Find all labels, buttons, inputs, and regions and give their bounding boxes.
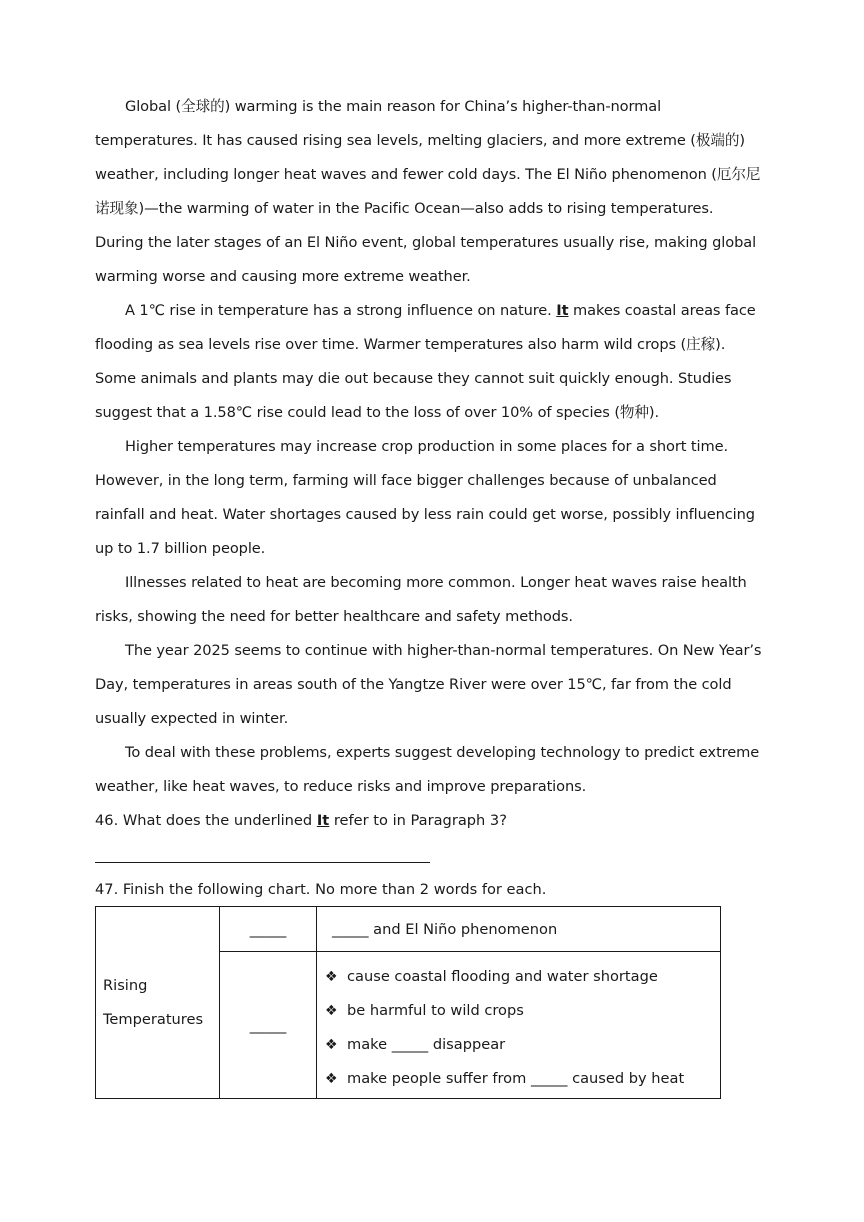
effect-item: [325, 960, 720, 994]
effect-text: be harmful to wild crops: [347, 1002, 524, 1019]
diamond-bullet-icon: ❖: [325, 969, 338, 985]
effect-item: [325, 994, 720, 1028]
effect-item[interactable]: [325, 1062, 720, 1096]
question-46-text-start: 46. What does the underlined: [95, 812, 317, 829]
paragraph-2-text-end: makes coastal areas face flooding as sea levels rise over time. Warmer temperatures also harm wild crops (庄稼). Some animals and plants may die out because they cannot suit quickly enough. Studies suggest that a 1.58℃ rise could lead to the loss of over 10% of species (物种).: [95, 302, 756, 421]
diamond-bullet-icon: ❖: [325, 1071, 338, 1087]
document-body: [95, 90, 765, 907]
chart-label-temperatures: Temperatures: [103, 1010, 204, 1028]
question-47: 47. Finish the following chart. No more than 2 words for each.: [95, 881, 547, 898]
paragraph-2: [95, 294, 765, 430]
effect-text: make _____ disappear: [347, 1036, 506, 1053]
paragraph-2-text-start: A 1℃ rise in temperature has a strong influence on nature.: [125, 302, 557, 319]
effects-list: [317, 954, 720, 1096]
underlined-word-it: It: [556, 302, 569, 319]
diamond-bullet-icon: ❖: [325, 1037, 338, 1053]
chart-causes-cell[interactable]: _____ and El Niño phenomenon: [317, 907, 721, 952]
question-46: [95, 804, 765, 838]
effect-text: cause coastal flooding and water shortage: [347, 968, 658, 985]
answer-line-46[interactable]: [95, 838, 430, 863]
chart-blank-causes[interactable]: _____: [220, 907, 317, 952]
paragraph-5: The year 2025 seems to continue with higher-than-normal temperatures. On New Year’s Day, temperatures in areas south of the Yangtze River were over 15℃, far from the cold usually expected in winter.: [95, 642, 762, 727]
chart-label-rising: Rising: [103, 976, 148, 994]
paragraph-1-text: Global (全球的) warming is the main reason for China’s higher-than-normal temperatures. It has caused rising sea levels, melting glaciers, and more extreme (极端的) weather, including longer heat waves and fewer cold days. The El Niño phenomenon (厄尔尼诺现象)—the warming of water in the Pacific Ocean—also adds to rising temperatures. During the later stages of an El Niño event, global temperatures usually rise, making global warming worse and causing more extreme weather.: [95, 98, 761, 285]
chart-effects-cell: [317, 952, 721, 1099]
paragraph-1: [95, 90, 765, 294]
question-46-underlined-it: It: [316, 812, 330, 829]
chart-blank-effects[interactable]: _____: [220, 952, 317, 1099]
paragraph-6: To deal with these problems, experts suggest developing technology to predict extreme weather, like heat waves, to reduce risks and improve preparations.: [95, 744, 760, 795]
diamond-bullet-icon: ❖: [325, 1003, 338, 1019]
answer-chart: [95, 906, 721, 1099]
question-46-text-end: refer to in Paragraph 3?: [329, 812, 507, 829]
paragraph-4: Illnesses related to heat are becoming more common. Longer heat waves raise health risks, showing the need for better healthcare and safety methods.: [95, 574, 747, 625]
effect-item[interactable]: [325, 1028, 720, 1062]
chart-row-label: [96, 907, 220, 1099]
paragraph-3: Higher temperatures may increase crop production in some places for a short time. However, in the long term, farming will face bigger challenges because of unbalanced rainfall and heat. Water shortages caused by less rain could get worse, possibly influencing up to 1.7 billion people.: [95, 438, 755, 557]
effect-text: make people suffer from _____ caused by heat: [347, 1070, 685, 1087]
